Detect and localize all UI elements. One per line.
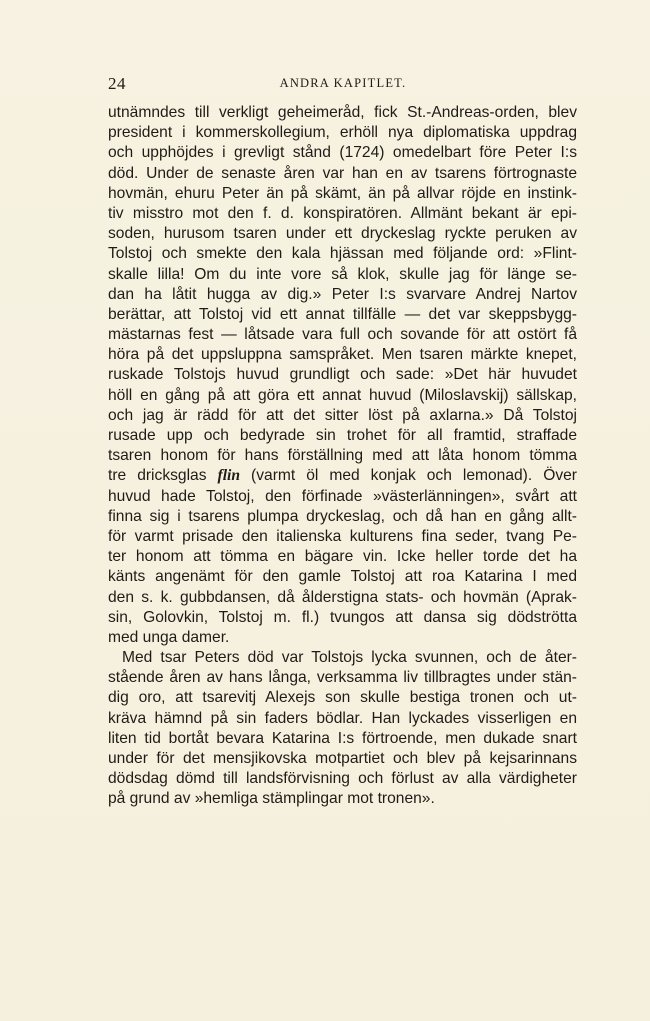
text-line: känts angenämt för den gamle Tolstoj att roa Katarina I med xyxy=(108,568,577,586)
text-line: sin, Golovkin, Tolstoj m. fl.) tvungos att dansa sig dödströtta xyxy=(108,608,577,626)
text-line: höll en gång på att göra ett annat huvud (Miloslavskij) sällskap, xyxy=(108,386,577,404)
text-line: finna sig i tsarens plumpa dryckeslag, och då han en gång allt- xyxy=(108,507,577,525)
text-line: president i kommerskollegium, erhöll nya diplomatiska uppdrag xyxy=(108,124,577,142)
text-line: med unga damer. xyxy=(108,628,230,646)
text-line: dan ha låtit hugga av dig.» Peter I:s svarvare Andrej Nartov xyxy=(108,285,577,303)
text-line: stående åren av hans långa, verksamma liv tillbragtes under stän- xyxy=(108,669,577,687)
text-line: på grund av »hemliga stämplingar mot tronen». xyxy=(108,790,435,808)
text-line: och upphöjdes i grevligt stånd (1724) omedelbart före Peter I:s xyxy=(108,144,577,162)
text-line: och jag är rädd för att det sitter löst på axlarna.» Då Tolstoj xyxy=(108,406,577,424)
text-line: soden, hurusom tsaren under ett dryckeslag ryckte peruken av xyxy=(108,225,577,243)
running-head: ANDRA KAPITLET. xyxy=(279,76,407,90)
text-line: dig oro, att tsarevitj Alexejs son skulle bestiga tronen och ut- xyxy=(108,689,577,707)
paragraph-first-line: Med tsar Peters död var Tolstojs lycka svunnen, och de åter- xyxy=(122,649,577,667)
body-text xyxy=(108,103,577,810)
text-line: den s. k. gubbdansen, då ålderstigna stats- och hovmän (Aprak- xyxy=(108,588,577,606)
page-number: 24 xyxy=(108,74,126,93)
text-line: utnämndes till verkligt geheimeråd, fick St.-Andreas-orden, blev xyxy=(108,104,577,121)
text-line: huvud hade Tolstoj, den förfinade »västerlänningen», svårt att xyxy=(108,487,577,505)
text-line xyxy=(108,466,577,486)
text-line: tiv misstro mot den f. d. konspiratören. Allmänt bekant är epi- xyxy=(108,204,577,222)
text-line: mästarnas fest — låtsade vara full och sovande för att ostört få xyxy=(108,326,577,344)
text-line: tsaren honom för hans förställning med att låta honom tömma xyxy=(108,447,577,465)
text-line: Tolstoj och smekte den kala hjässan med följande ord: »Flint- xyxy=(108,245,577,263)
text-line: berättar, att Tolstoj vid ett annat tillfälle — det var skeppsbygg- xyxy=(108,305,577,323)
text-segment: (varmt öl med konjak och lemonad). Över xyxy=(240,467,577,485)
text-line: rusade upp och bedyrade sin trohet för all framtid, straffade xyxy=(108,427,577,444)
text-line: hovmän, ehuru Peter än på skämt, än på allvar röjde en instink- xyxy=(108,184,577,202)
text-line: dödsdag dömd till landsförvisning och förlust av alla värdigheter xyxy=(108,770,577,788)
text-line: för varmt prisade den italienska kulturens fina seder, tvang Pe- xyxy=(108,527,577,545)
text-line: ter honom att tömma en bägare vin. Icke heller torde det ha xyxy=(108,548,577,566)
text-line: under för det mensjikovska motpartiet och blev på kejsarinnans xyxy=(108,750,577,767)
text-line: död. Under de senaste åren var han en av tsarens förtrognaste xyxy=(108,164,577,182)
text-line: höra på det uppsluppna samspråket. Men tsaren märkte knepet, xyxy=(108,346,577,364)
text-line: kräva hämnd på sin faders bödlar. Han lyckades visserligen en xyxy=(108,709,577,727)
italic-word: flin xyxy=(217,467,241,485)
text-line: liten tid bortåt bevara Katarina I:s förtroende, men dukade snart xyxy=(108,729,577,747)
page-header xyxy=(108,74,578,94)
text-line: skalle lilla! Om du inte vore så klok, skulle jag för länge se- xyxy=(108,265,577,283)
text-line: ruskade Tolstojs huvud grundligt och sade: »Det här huvudet xyxy=(108,366,577,384)
text-segment: tre dricksglas xyxy=(108,467,218,485)
